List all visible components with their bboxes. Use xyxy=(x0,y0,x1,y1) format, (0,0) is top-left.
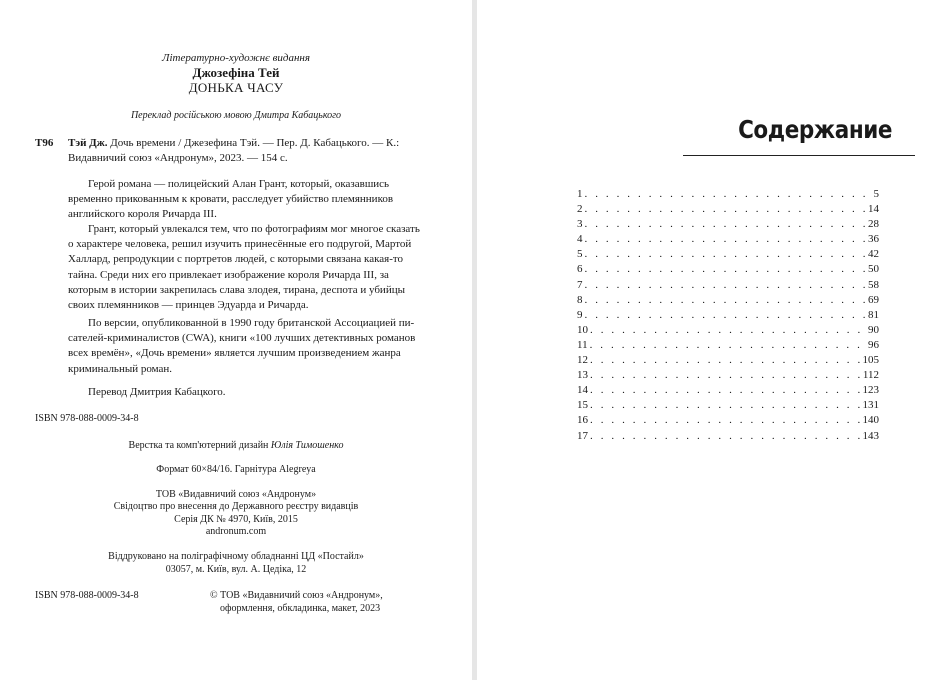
toc-page-number: 28 xyxy=(868,218,879,231)
toc-entry[interactable] xyxy=(577,232,879,247)
printer-line: Віддруковано на поліграфічному обладнанні ЦД «Постайл» xyxy=(108,551,364,562)
toc-divider xyxy=(683,155,915,156)
layout-credit-name: Юлія Тимошенко xyxy=(270,440,344,451)
toc-page-number: 123 xyxy=(862,384,879,397)
copyright-line-1: © ТОВ «Видавничий союз «Андронум», xyxy=(210,590,383,601)
isbn-bottom: ISBN 978-088-0009-34-8 xyxy=(35,590,139,601)
annotation-paragraph-1 xyxy=(68,177,438,223)
bib-line1-rest: Дочь времени / Джезефина Тэй. — Пер. Д. Кабацького. — К.: xyxy=(107,137,400,149)
annotation-line: сателей-криминалистов (CWA), книги «100 лучших детективных романов xyxy=(68,332,416,345)
publisher-line: Серія ДК № 4970, Київ, 2015 xyxy=(174,514,298,525)
toc-list xyxy=(577,187,879,444)
translator-paragraph xyxy=(68,385,438,400)
toc-leader-dots xyxy=(585,262,867,277)
toc-entry[interactable] xyxy=(577,187,879,202)
toc-entry[interactable] xyxy=(577,429,879,444)
annotation-line: По версии, опубликованной в 1990 году британской Ассоциацией пи- xyxy=(88,317,415,329)
toc-entry[interactable] xyxy=(577,262,879,277)
annotation-line: которым в истории закрепилась слава злодея, тирана, деспота и убийцы xyxy=(68,283,405,296)
toc-page-number: 42 xyxy=(868,248,879,261)
toc-chapter-number: 7 xyxy=(577,278,583,291)
toc-page-number: 143 xyxy=(862,429,879,442)
toc-leader-dots xyxy=(585,278,867,293)
bibliographic-line-2: Видавничий союз «Андронум», 2023. — 154 с. xyxy=(68,152,288,164)
publisher-website: andronum.com xyxy=(205,526,267,537)
toc-entry[interactable] xyxy=(577,308,879,323)
layout-credit-label: Верстка та комп'ютерний дизайн xyxy=(128,440,271,451)
toc-leader-dots xyxy=(590,353,861,368)
toc-entry[interactable] xyxy=(577,383,879,398)
toc-entry[interactable] xyxy=(577,247,879,262)
annotation-line: Грант, который увлекался тем, что по фотографиям мог многое сказать xyxy=(88,223,420,235)
toc-chapter-number: 3 xyxy=(577,218,583,231)
toc-chapter-number: 15 xyxy=(577,399,588,412)
toc-chapter-number: 5 xyxy=(577,248,583,261)
toc-leader-dots xyxy=(590,338,866,353)
toc-entry[interactable] xyxy=(577,202,879,217)
toc-leader-dots xyxy=(585,308,867,323)
annotation-line: временно прикованным к кровати, расследует убийство племянников xyxy=(68,193,394,206)
toc-entry[interactable] xyxy=(577,353,879,368)
toc-entry[interactable] xyxy=(577,278,879,293)
toc-page-number: 14 xyxy=(868,203,879,216)
toc-chapter-number: 10 xyxy=(577,323,588,336)
toc-page-number: 69 xyxy=(868,293,879,306)
right-page xyxy=(477,0,949,680)
toc-chapter-number: 9 xyxy=(577,308,583,321)
toc-chapter-number: 1 xyxy=(577,188,583,200)
toc-entry[interactable] xyxy=(577,323,879,338)
annotation-paragraph-3 xyxy=(68,316,438,377)
annotation-paragraph-2 xyxy=(68,222,438,313)
toc-entry[interactable] xyxy=(577,413,879,428)
toc-leader-dots xyxy=(585,247,867,262)
toc-entry[interactable] xyxy=(577,217,879,232)
toc-page-number: 50 xyxy=(868,263,879,276)
toc-page-number: 81 xyxy=(868,308,879,321)
author-name: Джозефіна Тей xyxy=(192,65,280,80)
toc-page-number: 112 xyxy=(862,369,879,382)
book-title: ДОНЬКА ЧАСУ xyxy=(188,80,284,95)
format-line: Формат 60×84/16. Гарнітура Alegreya xyxy=(156,464,316,475)
toc-chapter-number: 8 xyxy=(577,293,583,306)
annotation-line: своих племянников — принцев Эдуарда и Ричарда. xyxy=(68,299,309,312)
left-page xyxy=(0,0,472,680)
toc-leader-dots xyxy=(590,413,861,428)
toc-chapter-number: 13 xyxy=(577,369,588,382)
publisher-line: ТОВ «Видавничий союз «Андронум» xyxy=(155,489,317,500)
toc-heading: Содержание xyxy=(738,115,892,144)
layout-credit xyxy=(0,440,472,451)
toc-leader-dots xyxy=(585,232,867,247)
toc-page-number: 90 xyxy=(868,323,879,336)
toc-page-number: 5 xyxy=(873,188,879,200)
annotation-line: Герой романа — полицейский Алан Грант, который, оказавшись xyxy=(88,178,390,190)
toc-page-number: 131 xyxy=(862,399,879,412)
udc-code: Т96 xyxy=(35,137,54,149)
toc-leader-dots xyxy=(590,398,861,413)
toc-page-number: 96 xyxy=(868,338,879,351)
copyright-line-2: оформлення, обкладинка, макет, 2023 xyxy=(220,603,381,614)
toc-page-number: 36 xyxy=(868,233,879,246)
toc-chapter-number: 6 xyxy=(577,263,583,276)
toc-page-number: 58 xyxy=(868,278,879,291)
toc-chapter-number: 4 xyxy=(577,233,583,246)
toc-entry[interactable] xyxy=(577,293,879,308)
toc-chapter-number: 12 xyxy=(577,354,588,367)
translator-note: Перевод Дмитрия Кабацкого. xyxy=(88,386,226,398)
toc-leader-dots xyxy=(585,293,867,308)
toc-leader-dots xyxy=(585,202,867,217)
printer-address: 03057, м. Київ, вул. А. Цедіка, 12 xyxy=(165,564,307,575)
annotation-line: английского короля Ричарда III. xyxy=(68,208,217,221)
toc-entry[interactable] xyxy=(577,338,879,353)
toc-entry[interactable] xyxy=(577,368,879,383)
toc-leader-dots xyxy=(585,217,867,232)
bib-author: Тэй Дж. xyxy=(68,137,108,149)
annotation-line: тайна. Среди них его привлекает изображение короля Ричарда III, за xyxy=(68,268,389,281)
imprint-label: Літературно-художнє видання xyxy=(162,52,310,64)
annotation-line: криминальный роман. xyxy=(68,362,173,375)
toc-page-number: 105 xyxy=(862,354,879,367)
annotation-line: Халлард, репродукции с портретов людей, с которыми связана какая-то xyxy=(68,253,404,266)
toc-leader-dots xyxy=(590,429,861,444)
annotation-line: о характере человека, решил изучить принесённые его подругой, Мартой xyxy=(68,238,412,251)
toc-entry[interactable] xyxy=(577,398,879,413)
toc-leader-dots xyxy=(590,383,861,398)
toc-leader-dots xyxy=(585,187,872,202)
toc-leader-dots xyxy=(590,368,861,383)
isbn-top: ISBN 978-088-0009-34-8 xyxy=(35,413,139,424)
toc-chapter-number: 14 xyxy=(577,384,588,397)
bibliographic-line-1 xyxy=(68,137,399,149)
toc-page-number: 140 xyxy=(862,414,879,427)
toc-chapter-number: 11 xyxy=(577,338,588,351)
publisher-line: Свідоцтво про внесення до Державного реєстру видавців xyxy=(113,501,359,512)
annotation-line: всех времён», «Дочь времени» является лучшим произведением жанра xyxy=(68,347,401,360)
toc-chapter-number: 16 xyxy=(577,414,588,427)
toc-leader-dots xyxy=(590,323,866,338)
toc-chapter-number: 2 xyxy=(577,203,583,216)
translation-note: Переклад російською мовою Дмитра Кабацького xyxy=(130,110,342,121)
toc-chapter-number: 17 xyxy=(577,429,588,442)
